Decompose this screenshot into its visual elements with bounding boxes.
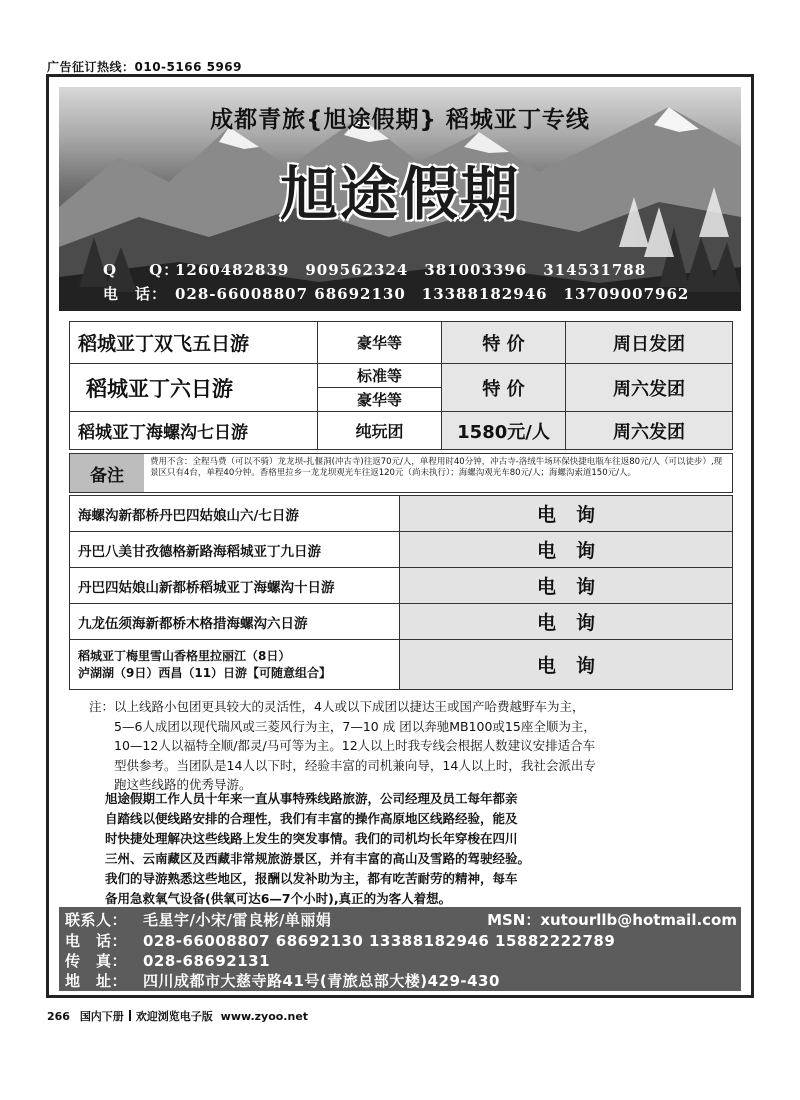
note-line: 注：以上线路小包团更具较大的灵活性，4人或以下成团以捷达王或国产哈费越野车为主，: [89, 699, 585, 714]
tour-name-line1: 稻城亚丁梅里雪山香格里拉丽江（8日）: [78, 648, 291, 663]
intro-line: 旭途假期工作人员十年来一直从事特殊线路旅游，公司经理及员工每年都亲: [105, 791, 518, 806]
banner-phone-label: 电 话：: [103, 285, 168, 303]
package-grade: 纯玩团: [318, 412, 442, 450]
ad-hotline: 广告征订热线：010-5166 5969: [47, 60, 243, 74]
contact-panel: [59, 907, 741, 991]
contact-fax-label: 传 真：: [65, 952, 128, 970]
package-price: 特 价: [442, 364, 566, 412]
tour-price: 电询: [400, 532, 733, 568]
qq-line: [103, 259, 646, 280]
contact-persons-value: 毛星宇/小宋/雷良彬/单丽娟: [143, 911, 332, 929]
intro-line: 备用急救氧气设备(供氧可达6—7个小时),真正的为客人着想。: [105, 891, 452, 906]
contact-phone: [65, 930, 615, 951]
tour-name-line2: 泸湖湖（9日）西昌（11）日游【可随意组合】: [78, 665, 332, 680]
package-row: [70, 412, 733, 450]
contact-persons-label: 联系人：: [65, 911, 128, 929]
intro-line: 三州、云南藏区及西藏非常规旅游景区，并有丰富的高山及雪路的驾驶经验。: [105, 851, 531, 866]
tour-row: [70, 604, 733, 640]
contact-address-label: 地 址：: [65, 972, 128, 990]
contact-address-value: 四川成都市大慈寺路41号(青旅总部大楼)429-430: [143, 972, 500, 990]
page-footer: [47, 1008, 308, 1024]
tour-name: 海螺沟新都桥丹巴四姑娘山六/七日游: [70, 496, 400, 532]
note-line: 型供参考。当团队是14人以下时，经验丰富的司机兼向导，14人以上时，我社会派出专: [89, 757, 596, 773]
tour-price: 电询: [400, 604, 733, 640]
vehicle-note: [89, 697, 729, 795]
package-departure: 周六发团: [566, 412, 733, 450]
tour-name: 丹巴四姑娘山新都桥稻城亚丁海螺沟十日游: [70, 568, 400, 604]
tour-price: 电询: [400, 496, 733, 532]
package-grade: 豪华等: [318, 322, 442, 364]
brand-logo-text: 旭途假期: [279, 160, 520, 228]
contact-fax: [65, 950, 270, 971]
contact-phone-label: 电 话：: [65, 932, 128, 950]
banner-phone-line: [103, 283, 689, 304]
package-grade-alt: 豪华等: [318, 388, 442, 412]
page-number: 266: [47, 1010, 70, 1023]
section-name: 国内下册: [79, 1010, 124, 1023]
package-name: 稻城亚丁海螺沟七日游: [70, 412, 318, 450]
package-price: 1580元/人: [442, 412, 566, 450]
tour-price: 电询: [400, 640, 733, 690]
package-grade: 标准等: [318, 364, 442, 388]
footer-divider: [129, 1010, 131, 1021]
contact-address: [65, 970, 500, 991]
package-price: 特 价: [442, 322, 566, 364]
intro-line: 我们的导游熟悉这些地区，报酬以发补助为主，都有吃苦耐劳的精神，每车: [105, 871, 518, 886]
contact-persons: [65, 909, 331, 930]
company-intro: [105, 789, 665, 909]
qq-numbers: 1260482839 909562324 381003396 314531788: [175, 261, 647, 279]
remark-text: 费用不含：全程马费（可以不骑）龙龙坝-扎偃洞(冲古寺)往返70元/人，单程用时40分钟，冲古寺-洛绒牛场环保快捷电瓶车往返80元/人（可以徒步）,现景区只有4台，单程40分钟。香格里拉乡一龙龙坝观光车往返120元（尚未执行）；海螺沟观光车80元/人；海螺沟索道150元/人。: [150, 457, 723, 478]
tour-name: 九龙伍须海新都桥木格措海螺沟六日游: [70, 604, 400, 640]
tour-row: [70, 568, 733, 604]
tour-row: [70, 496, 733, 532]
tour-price: 电询: [400, 568, 733, 604]
contact-fax-value: 028-68692131: [143, 952, 271, 970]
package-row: [70, 364, 733, 388]
tour-table: [69, 495, 733, 690]
package-name: 稻城亚丁双飞五日游: [70, 322, 318, 364]
package-row: [70, 322, 733, 364]
tour-row: [70, 640, 733, 690]
package-table: [69, 321, 733, 450]
advertisement-frame: [46, 74, 754, 998]
note-line: 10—12人以福特全顺/都灵/马可等为主。12人以上时我专线会根据人数建议安排适合车: [89, 738, 596, 753]
tour-name: 丹巴八美甘孜德格新路海稻城亚丁九日游: [70, 532, 400, 568]
contact-phone-value: 028-66008807 68692130 13388182946 15882222789: [143, 932, 616, 950]
note-line: 跑这些线路的优秀导游。: [89, 777, 252, 792]
tour-row: [70, 532, 733, 568]
footer-website-link[interactable]: www.zyoo.net: [220, 1010, 309, 1023]
remark-row: [69, 453, 733, 493]
footer-slogan: 欢迎浏览电子版: [135, 1010, 213, 1023]
intro-line: 自踏线以便线路安排的合理性，我们有丰富的操作高原地区线路经验，能及: [105, 811, 518, 826]
tour-name: [70, 640, 400, 690]
msn-address[interactable]: MSN：xutourllb@hotmail.com: [487, 911, 737, 929]
intro-line: 时快捷处理解决这些线路上发生的突发事情。我们的司机均长年穿梭在四川: [105, 831, 518, 846]
remark-label: 备注: [70, 454, 144, 492]
qq-label: Q Q：: [103, 261, 180, 279]
package-departure: 周日发团: [566, 322, 733, 364]
banner: [59, 87, 741, 311]
package-name: 稻城亚丁六日游: [70, 364, 318, 412]
banner-title: 成都青旅{旭途假期} 稻城亚丁专线: [210, 107, 590, 133]
note-line: 5—6人成团以现代瑞风或三菱风行为主，7—10 成 团以奔驰MB100或15座全顺为主，: [89, 718, 596, 734]
banner-phone-numbers: 028-66008807 68692130 13388182946 13709007962: [175, 285, 690, 303]
package-departure: 周六发团: [566, 364, 733, 412]
